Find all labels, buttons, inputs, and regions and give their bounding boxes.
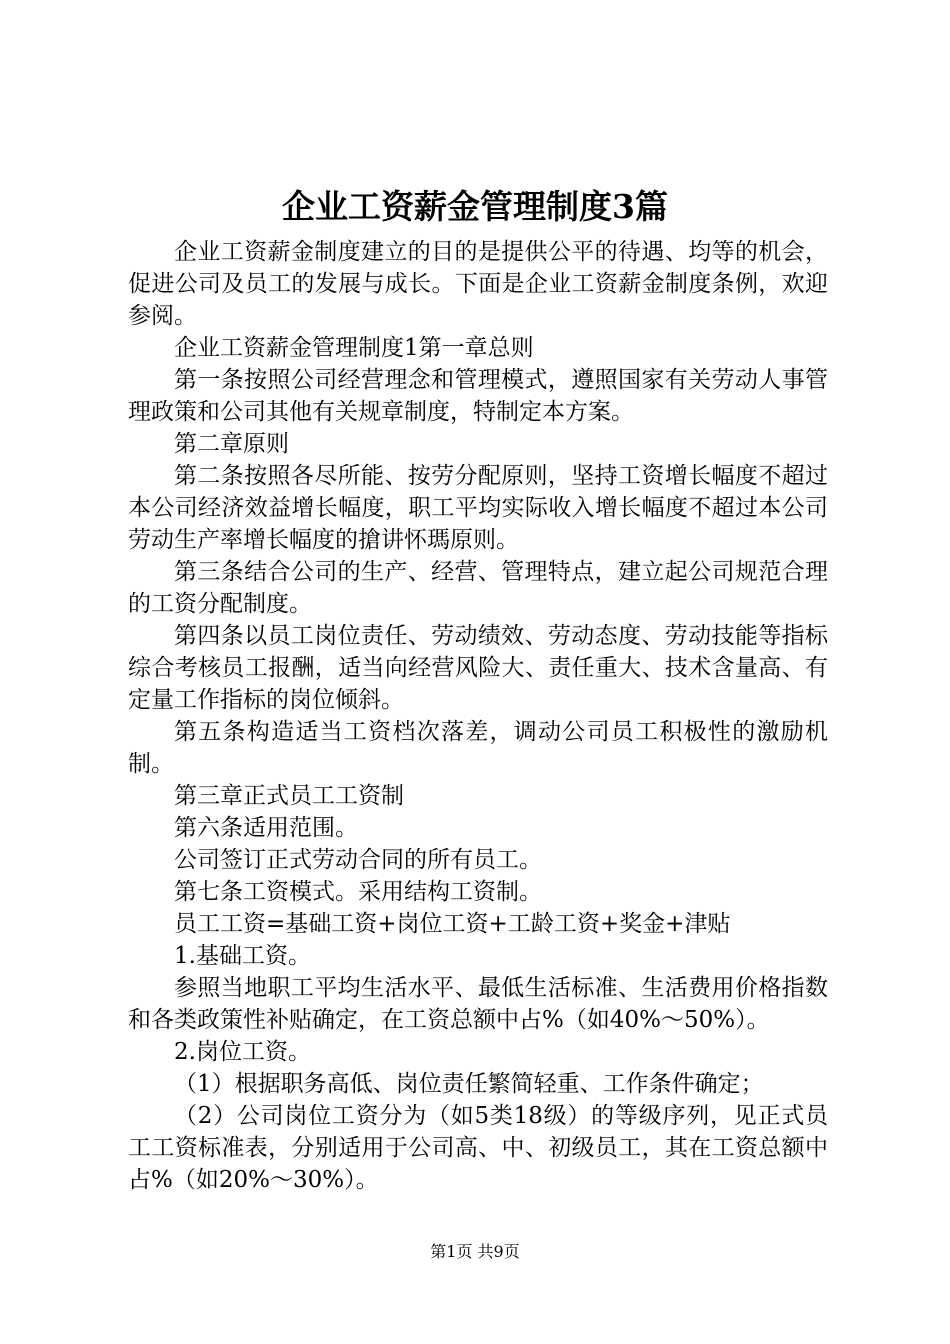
- paragraph-article-2: 第二条按照各尽所能、按劳分配原则，坚持工资增长幅度不超过本公司经济效益增长幅度，职工平均实际收入增长幅度不超过本公司劳动生产率增长幅度的搶讲怀瑪原则。: [128, 463, 828, 553]
- paragraph-article-3: 第三条结合公司的生产、经营、管理特点，建立起公司规范合理的工资分配制度。: [128, 559, 828, 617]
- paragraph-chapter-3: 第三章正式员工工资制: [174, 783, 404, 809]
- document-title: 企业工资薪金管理制度3篇: [282, 187, 668, 226]
- paragraph-position-salary-heading: 2.岗位工资。: [174, 1039, 311, 1065]
- paragraph-base-salary-heading: 1.基础工资。: [174, 943, 311, 969]
- page-footer: 第1页 共9页: [430, 1242, 520, 1261]
- paragraph-intro: 企业工资薪金制度建立的目的是提供公平的待遇、均等的机会，促进公司及员工的发展与成长。下面是企业工资薪金制度条例，欢迎参阅。: [128, 239, 828, 329]
- paragraph-salary-formula: 员工工资=基础工资+岗位工资+工龄工资+奖金+津贴: [174, 911, 731, 937]
- paragraph-article-5: 第五条构造适当工资档次落差，调动公司员工积极性的激励机制。: [128, 719, 828, 777]
- paragraph-article-4: 第四条以员工岗位责任、劳动绩效、劳动态度、劳动技能等指标综合考核员工报酬，适当向经营风险大、责任重大、技术含量高、有定量工作指标的岗位倾斜。: [128, 623, 828, 713]
- paragraph-chapter-2: 第二章原则: [174, 431, 289, 457]
- paragraph-position-salary-1: （1）根据职务高低、岗位责任繁简轻重、工作条件确定；: [174, 1071, 764, 1097]
- paragraph-article-6: 第六条适用范围。: [174, 815, 358, 841]
- paragraph-article-1: 第一条按照公司经营理念和管理模式，遵照国家有关劳动人事管理政策和公司其他有关规章制度，特制定本方案。: [128, 367, 828, 425]
- paragraph-scope: 公司签订正式劳动合同的所有员工。: [174, 847, 542, 873]
- paragraph-article-7: 第七条工资模式。采用结构工资制。: [174, 879, 542, 905]
- paragraph-base-salary: 参照当地职工平均生活水平、最低生活标准、生活费用价格指数和各类政策性补贴确定，在工资总额中占%（如40%～50%）。: [128, 975, 828, 1033]
- paragraph-position-salary-2: （2）公司岗位工资分为（如5类18级）的等级序列，见正式员工工资标准表，分别适用于公司高、中、初级员工，其在工资总额中占%（如20%～30%）。: [128, 1103, 828, 1193]
- document-body: [128, 236, 828, 1196]
- paragraph-chapter-1: 企业工资薪金管理制度1第一章总则: [174, 335, 534, 361]
